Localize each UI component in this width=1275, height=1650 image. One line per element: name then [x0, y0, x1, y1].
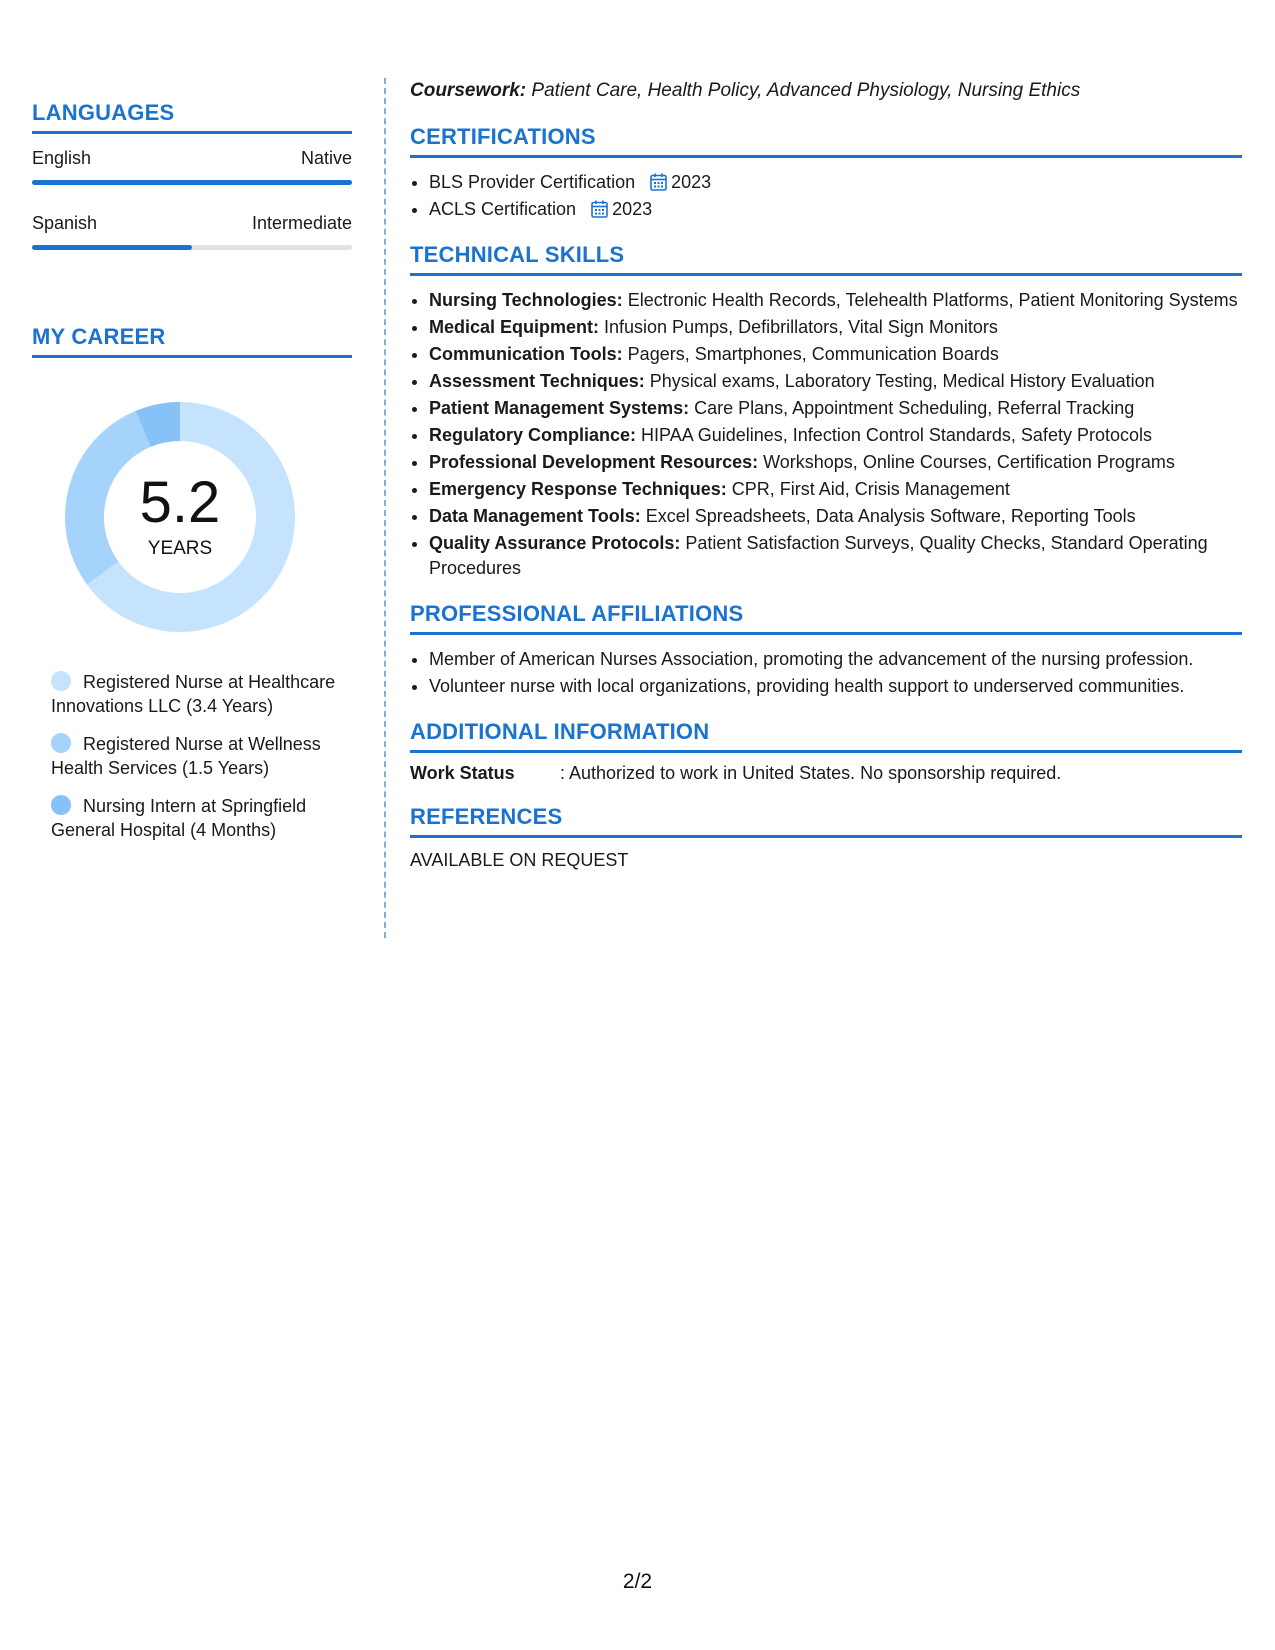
column-divider: [384, 78, 386, 938]
skills-heading: TECHNICAL SKILLS: [410, 242, 1242, 276]
skill-item: [429, 504, 1242, 529]
career-donut-chart: [65, 402, 295, 632]
references-section: [410, 804, 1242, 871]
skills-section: [410, 242, 1242, 581]
career-legend-item: [51, 670, 341, 718]
skill-text: HIPAA Guidelines, Infection Control Standards, Safety Protocols: [636, 425, 1152, 445]
skill-text: Physical exams, Laboratory Testing, Medical History Evaluation: [644, 371, 1155, 391]
language-level: Intermediate: [251, 213, 352, 233]
language-name: English: [32, 148, 92, 168]
skill-item: [429, 423, 1242, 448]
language-proficiency-bar: [32, 180, 352, 185]
legend-dot-icon: [51, 671, 71, 691]
references-heading: REFERENCES: [410, 804, 1242, 838]
left-column: [32, 76, 352, 856]
skill-item: [429, 288, 1242, 313]
certification-year: 2023: [671, 172, 712, 192]
skill-label: Assessment Techniques:: [429, 371, 645, 391]
skill-text: Infusion Pumps, Defibrillators, Vital Sign Monitors: [599, 317, 998, 337]
skill-text: CPR, First Aid, Crisis Management: [726, 479, 1010, 499]
career-legend-label: Registered Nurse at Wellness Health Services (1.5 Years): [51, 734, 321, 778]
language-proficiency-fill: [32, 245, 192, 250]
skill-item: [429, 531, 1242, 581]
career-total-value: 5.2: [139, 470, 221, 535]
career-legend-label: Nursing Intern at Springfield General Hospital (4 Months): [51, 796, 307, 840]
language-proficiency-fill: [32, 180, 352, 185]
skill-item: [429, 342, 1242, 367]
affiliation-item: • Volunteer nurse with local organizations, providing health support to underserved communities.: [429, 674, 1242, 699]
references-text: AVAILABLE ON REQUEST: [410, 850, 629, 870]
coursework-text: Patient Care, Health Policy, Advanced Physiology, Nursing Ethics: [526, 80, 1081, 101]
certification-year: 2023: [612, 199, 653, 219]
skill-label: Quality Assurance Protocols:: [429, 533, 681, 553]
language-level: Native: [300, 148, 352, 168]
skill-text: Care Plans, Appointment Scheduling, Referral Tracking: [689, 398, 1135, 418]
work-status-label: Work Status: [410, 763, 515, 783]
additional-heading: ADDITIONAL INFORMATION: [410, 719, 1242, 753]
skill-label: Patient Management Systems:: [429, 398, 690, 418]
skill-item: [429, 477, 1242, 502]
legend-dot-icon: [51, 733, 71, 753]
legend-dot-icon: [51, 795, 71, 815]
language-item: [32, 148, 352, 185]
career-legend-item: [51, 794, 341, 842]
career-legend-item: [51, 732, 341, 780]
additional-section: [410, 719, 1242, 784]
certification-item: [429, 170, 1242, 195]
certification-name: BLS Provider Certification: [429, 172, 636, 192]
skill-label: Professional Development Resources:: [429, 452, 759, 472]
certifications-heading: CERTIFICATIONS: [410, 124, 1242, 158]
career-total: [65, 402, 295, 632]
skill-item: [429, 396, 1242, 421]
language-proficiency-bar: [32, 245, 352, 250]
skill-item: [429, 369, 1242, 394]
skill-label: Regulatory Compliance:: [429, 425, 637, 445]
skill-label: Nursing Technologies:: [429, 290, 623, 310]
skill-item: [429, 450, 1242, 475]
language-item: [32, 213, 352, 250]
career-legend-label: Registered Nurse at Healthcare Innovations LLC (3.4 Years): [51, 672, 336, 716]
skill-text: Excel Spreadsheets, Data Analysis Software, Reporting Tools: [640, 506, 1136, 526]
certifications-section: [410, 124, 1242, 222]
work-status-value: : Authorized to work in United States. No sponsorship required.: [560, 763, 1062, 783]
certification-item: [429, 197, 1242, 222]
certification-name: ACLS Certification: [429, 199, 577, 219]
career-legend: [51, 670, 341, 842]
affiliations-section: [410, 601, 1242, 699]
coursework-line: [410, 80, 1242, 102]
page-number: 2/2: [622, 1570, 653, 1593]
skill-text: Patient Satisfaction Surveys, Quality Checks, Standard Operating Procedures: [429, 533, 1208, 578]
skill-label: Emergency Response Techniques:: [429, 479, 727, 499]
right-column: [410, 76, 1242, 871]
career-heading: MY CAREER: [32, 324, 352, 358]
skill-text: Electronic Health Records, Telehealth Platforms, Patient Monitoring Systems: [622, 290, 1238, 310]
career-total-unit: YEARS: [147, 538, 213, 559]
skills-list: [410, 288, 1242, 581]
language-name: Spanish: [32, 213, 98, 233]
affiliations-list: [410, 647, 1242, 699]
calendar-icon: [591, 200, 608, 218]
affiliation-item: • Member of American Nurses Association, promoting the advancement of the nursing profession.: [429, 647, 1242, 672]
skill-text: Pagers, Smartphones, Communication Boards: [622, 344, 999, 364]
skill-item: [429, 315, 1242, 340]
calendar-icon: [650, 173, 667, 191]
skill-text: Workshops, Online Courses, Certification Programs: [758, 452, 1175, 472]
work-status-row: [410, 763, 1242, 784]
skill-label: Data Management Tools:: [429, 506, 641, 526]
certifications-list: [410, 170, 1242, 222]
affiliations-heading: PROFESSIONAL AFFILIATIONS: [410, 601, 1242, 635]
languages-heading: LANGUAGES: [32, 100, 352, 134]
skill-label: Communication Tools:: [429, 344, 623, 364]
skill-label: Medical Equipment:: [429, 317, 600, 337]
coursework-label: Coursework:: [410, 80, 527, 101]
